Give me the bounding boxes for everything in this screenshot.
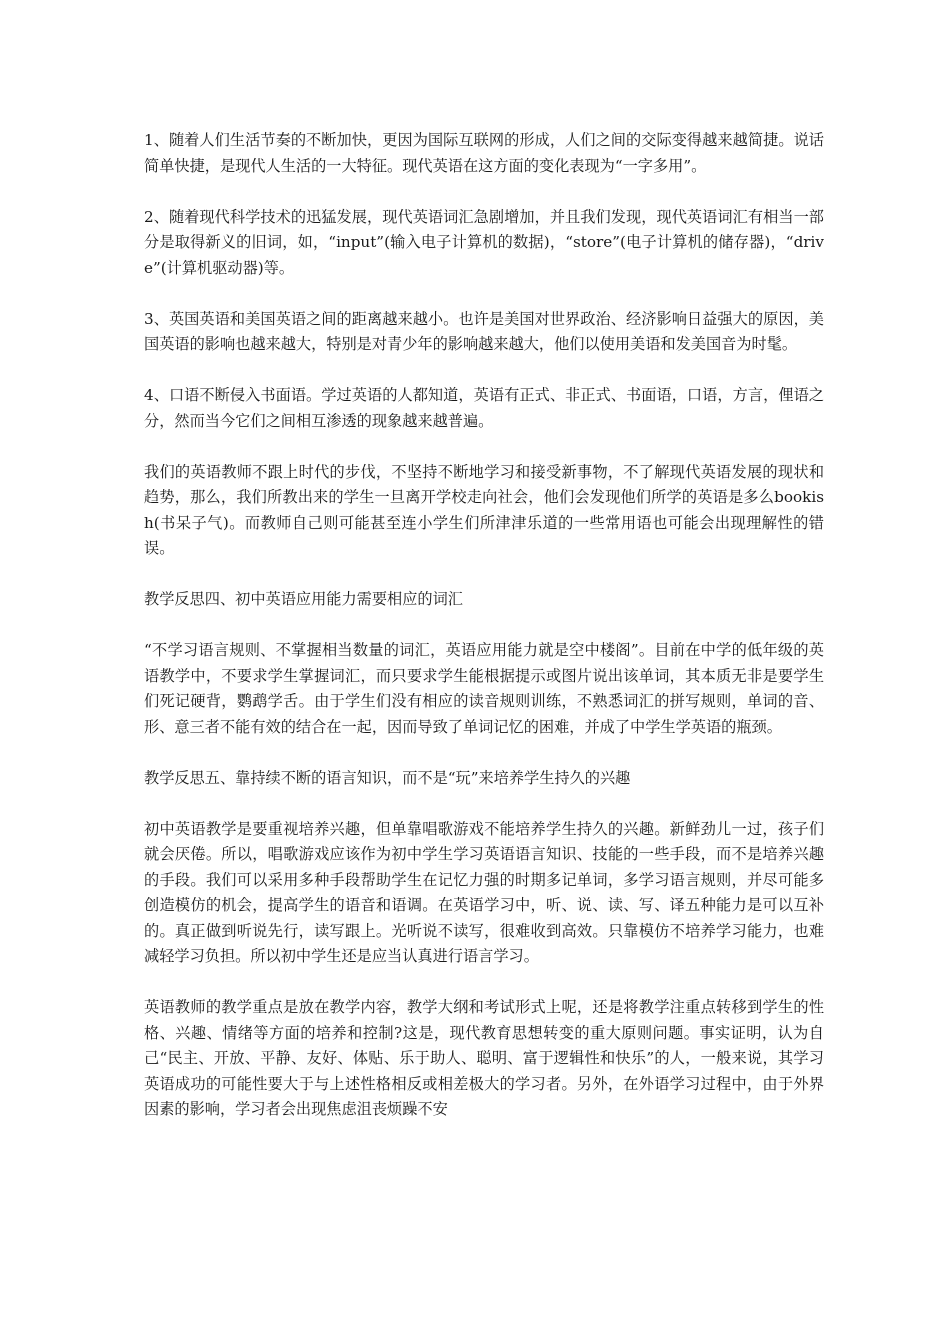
paragraph-8: 英语教师的教学重点是放在教学内容，教学大纲和考试形式上呢，还是将教学注重点转移到学生的性格、兴趣、情绪等方面的培养和控制?这是，现代教育思想转变的重大原则问题。事实证明，认为自己“民主、开放、平静、友好、体贴、乐于助人、聪明、富于逻辑性和快乐”的人，一般来说，其学习英语成功的可能性要大于与上述性格相反或相差极大的学习者。另外，在外语学习过程中，由于外界因素的影响，学习者会出现焦虑沮丧烦躁不安	[144, 998, 824, 1118]
section-heading-4: 教学反思四、初中英语应用能力需要相应的词汇	[144, 590, 463, 608]
paragraph-7: 初中英语教学是要重视培养兴趣，但单靠唱歌游戏不能培养学生持久的兴趣。新鲜劲儿一过，孩子们就会厌倦。所以，唱歌游戏应该作为初中学生学习英语语言知识、技能的一些手段，而不是培养兴趣的手段。我们可以采用多种手段帮助学生在记忆力强的时期多记单词，多学习语言规则，并尽可能多创造模仿的机会，提高学生的语音和语调。在英语学习中，听、说、读、写、译五种能力是可以互补的。真正做到听说先行，读写跟上。光听说不读写，很难收到高效。只靠模仿不培养学习能力，也难减轻学习负担。所以初中学生还是应当认真进行语言学习。	[144, 819, 824, 965]
paragraph-4: 4、口语不断侵入书面语。学过英语的人都知道，英语有正式、非正式、书面语，口语，方言，俚语之分，然而当今它们之间相互渗透的现象越来越普遍。	[144, 386, 824, 430]
paragraph-1: 1、随着人们生活节奏的不断加快，更因为国际互联网的形成，人们之间的交际变得越来越简捷。说话简单快捷，是现代人生活的一大特征。现代英语在这方面的变化表现为“一字多用”。	[144, 131, 824, 175]
paragraph-6: “不学习语言规则、不掌握相当数量的词汇，英语应用能力就是空中楼阁”。目前在中学的低年级的英语教学中，不要求学生掌握词汇，而只要求学生能根据提示或图片说出该单词，其本质无非是要学生们死记硬背，鹦鹉学舌。由于学生们没有相应的读音规则训练，不熟悉词汇的拼写规则，单词的音、形、意三者不能有效的结合在一起，因而导致了单词记忆的困难，并成了中学生学英语的瓶颈。	[144, 641, 824, 736]
document-body	[144, 128, 824, 1148]
section-heading-5: 教学反思五、靠持续不断的语言知识，而不是“玩”来培养学生持久的兴趣	[144, 768, 631, 787]
paragraph-2: 2、随着现代科学技术的迅猛发展，现代英语词汇急剧增加，并且我们发现，现代英语词汇有相当一部分是取得新义的旧词，如，“input”(输入电子计算机的数据)，“store”(电子计算机的储存器)，“drive”(计算机驱动器)等。	[144, 207, 824, 277]
paragraph-3: 3、英国英语和美国英语之间的距离越来越小。也许是美国对世界政治、经济影响日益强大的原因，美国英语的影响也越来越大，特别是对青少年的影响越来越大，他们以使用美语和发美国音为时髦。	[144, 309, 824, 353]
paragraph-5: 我们的英语教师不跟上时代的步伐，不坚持不断地学习和接受新事物，不了解现代英语发展的现状和趋势，那么，我们所教出来的学生一旦离开学校走向社会，他们会发现他们所学的英语是多么bookish(书呆子气)。而教师自己则可能甚至连小学生们所津津乐道的一些常用语也可能会出现理解性的错误。	[144, 462, 824, 557]
